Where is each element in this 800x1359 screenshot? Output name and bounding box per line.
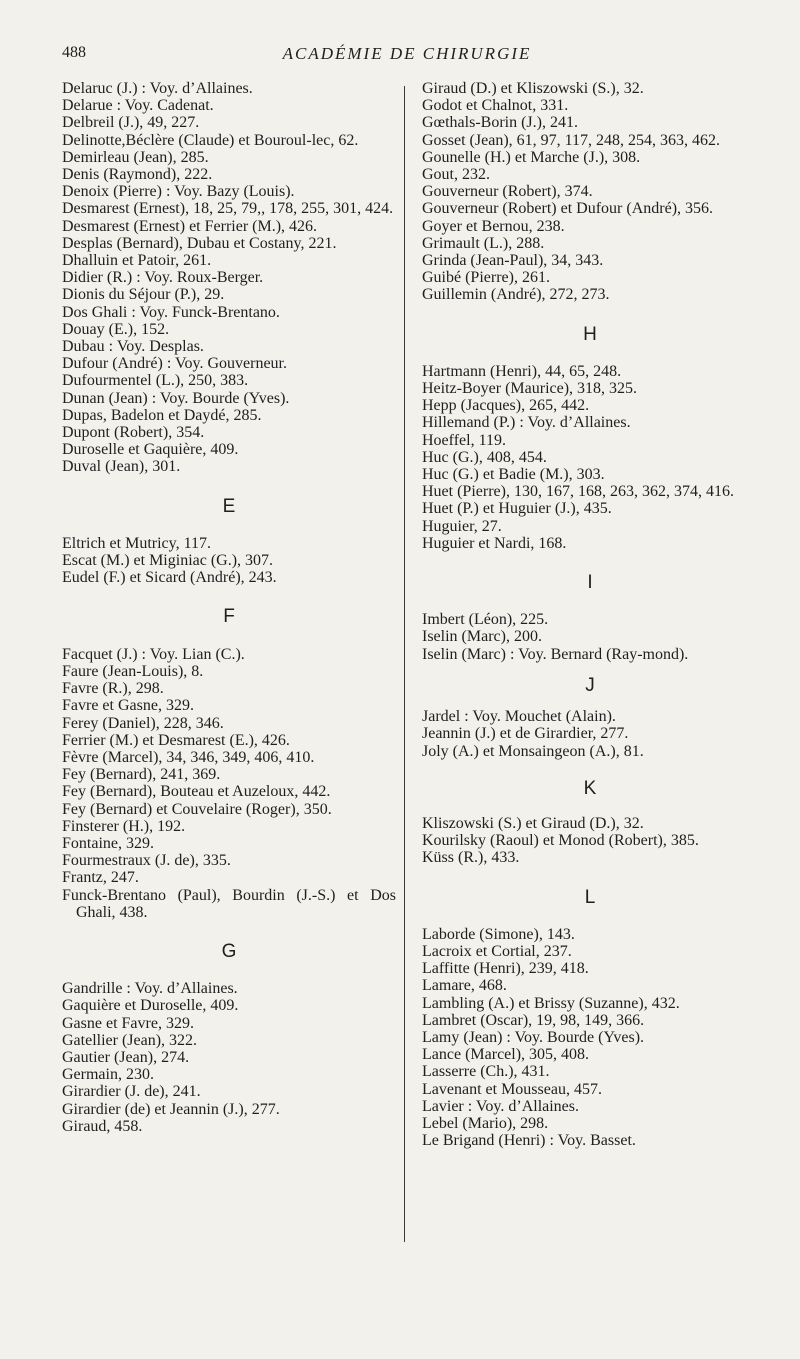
index-entry: Lavenant et Mousseau, 457.	[422, 1080, 602, 1098]
section-letter-j: J	[585, 674, 595, 696]
index-entry: Dunan (Jean) : Voy. Bourde (Yves).	[62, 389, 290, 407]
index-entry: Ferey (Daniel), 228, 346.	[62, 714, 224, 732]
index-entry: Gosset (Jean), 61, 97, 117, 248, 254, 363, 462.	[422, 131, 721, 149]
index-entry: Duval (Jean), 301.	[62, 458, 181, 476]
index-entry: Delarue : Voy. Cadenat.	[62, 97, 214, 115]
index-entry: Gounelle (H.) et Marche (J.), 308.	[422, 148, 641, 166]
index-entry: Fontaine, 329.	[62, 834, 154, 852]
index-entry: Frantz, 247.	[62, 869, 139, 887]
index-entry: Dionis du Séjour (P.), 29.	[62, 286, 225, 304]
page-number: 488	[62, 44, 86, 61]
index-entry: Le Brigand (Henri) : Voy. Basset.	[422, 1132, 636, 1150]
index-group-e	[62, 535, 396, 587]
index-group-k	[422, 815, 758, 867]
index-entry: Girardier (de) et Jeannin (J.), 277.	[62, 1100, 280, 1118]
index-entry: Hillemand (P.) : Voy. d’Allaines.	[422, 414, 631, 432]
index-entry: Fey (Bernard), 241, 369.	[62, 766, 221, 784]
index-entry: Lamy (Jean) : Voy. Bourde (Yves).	[422, 1028, 645, 1046]
index-group-g-cont	[422, 80, 758, 304]
index-entry: Iselin (Marc), 200.	[422, 628, 542, 646]
index-entry: Facquet (J.) : Voy. Lian (C.).	[62, 645, 245, 663]
index-entry: Guillemin (André), 272, 273.	[422, 286, 610, 304]
index-entry: Faure (Jean-Louis), 8.	[62, 662, 204, 680]
index-entry: Denis (Raymond), 222.	[62, 166, 213, 184]
index-entry: Dos Ghali : Voy. Funck-Brentano.	[62, 303, 280, 321]
section-letter-l: L	[584, 886, 596, 908]
running-title: ACADÉMIE DE CHIRURGIE	[282, 44, 532, 63]
index-entry: Denoix (Pierre) : Voy. Bazy (Louis).	[62, 183, 295, 201]
index-entry: Delaruc (J.) : Voy. d’Allaines.	[62, 80, 253, 97]
index-entry: Ferrier (M.) et Desmarest (E.), 426.	[62, 731, 290, 749]
section-letter-e: E	[222, 495, 236, 517]
index-entry: Guibé (Pierre), 261.	[422, 269, 550, 287]
index-entry: Eltrich et Mutricy, 117.	[62, 534, 211, 552]
index-entry: Gaquière et Duroselle, 409.	[62, 997, 239, 1015]
index-entry: Huc (G.) et Badie (M.), 303.	[422, 466, 605, 484]
section-letter-f: F	[223, 606, 235, 628]
index-entry: Demirleau (Jean), 285.	[62, 148, 209, 166]
left-column	[62, 80, 396, 1135]
index-entry: Desmarest (Ernest), 18, 25, 79,, 178, 255, 301, 424.	[62, 200, 394, 218]
index-entry: Kourilsky (Raoul) et Monod (Robert), 385.	[422, 832, 699, 850]
index-entry: Lacroix et Cortial, 237.	[422, 942, 572, 960]
index-entry: Joly (A.) et Monsaingeon (A.), 81.	[422, 742, 644, 760]
index-entry: Desmarest (Ernest) et Ferrier (M.), 426.	[62, 217, 318, 235]
index-group-f	[62, 646, 396, 921]
index-entry: Imbert (Léon), 225.	[422, 611, 549, 629]
index-entry: Funck-Brentano (Paul), Bourdin (J.-S.) et Dos Ghali, 438.	[62, 886, 396, 921]
index-entry: Lebel (Mario), 298.	[422, 1114, 549, 1132]
index-entry: Dhalluin et Patoir, 261.	[62, 252, 212, 270]
index-entry: Kliszowski (S.) et Giraud (D.), 32.	[422, 814, 644, 832]
page-header	[62, 44, 752, 66]
section-letter-k: K	[583, 777, 597, 799]
index-entry: Desplas (Bernard), Dubau et Costany, 221.	[62, 234, 337, 252]
index-group-j	[422, 708, 758, 760]
index-entry: Gautier (Jean), 274.	[62, 1048, 190, 1066]
index-entry: Huet (Pierre), 130, 167, 168, 263, 362, 374, 416.	[422, 483, 734, 501]
index-entry: Iselin (Marc) : Voy. Bernard (Ray-mond).	[422, 645, 689, 663]
index-entry: Küss (R.), 433.	[422, 849, 520, 867]
index-entry: Grimault (L.), 288.	[422, 234, 545, 252]
index-entry: Huguier, 27.	[422, 517, 502, 535]
column-divider	[404, 86, 405, 1242]
index-entry: Giraud (D.) et Kliszowski (S.), 32.	[422, 80, 644, 97]
index-entry: Fèvre (Marcel), 34, 346, 349, 406, 410.	[62, 748, 315, 766]
index-entry: Germain, 230.	[62, 1066, 154, 1084]
index-entry: Grinda (Jean-Paul), 34, 343.	[422, 252, 604, 270]
index-entry: Hartmann (Henri), 44, 65, 248.	[422, 362, 622, 380]
index-entry: Lavier : Voy. d’Allaines.	[422, 1097, 580, 1115]
index-entry: Gasne et Favre, 329.	[62, 1014, 194, 1032]
index-entry: Gandrille : Voy. d’Allaines.	[62, 980, 238, 998]
index-entry: Lamare, 468.	[422, 977, 507, 995]
index-entry: Gatellier (Jean), 322.	[62, 1031, 198, 1049]
index-group-d	[62, 80, 396, 476]
index-entry: Laborde (Simone), 143.	[422, 925, 575, 943]
right-column	[422, 80, 758, 1149]
index-entry: Dufourmentel (L.), 250, 383.	[62, 372, 249, 390]
index-group-i	[422, 611, 758, 663]
index-entry: Gouverneur (Robert) et Dufour (André), 356.	[422, 200, 714, 218]
index-entry: Lambling (A.) et Brissy (Suzanne), 432.	[422, 994, 680, 1012]
index-entry: Favre et Gasne, 329.	[62, 697, 194, 715]
index-entry: Duroselle et Gaquière, 409.	[62, 441, 239, 459]
index-entry: Giraud, 458.	[62, 1117, 143, 1135]
index-entry: Dufour (André) : Voy. Gouverneur.	[62, 355, 287, 373]
index-entry: Goyer et Bernou, 238.	[422, 217, 565, 235]
index-entry: Laffitte (Henri), 239, 418.	[422, 960, 589, 978]
index-entry: Delinotte,Béclère (Claude) et Bouroul-lec, 62.	[62, 131, 359, 149]
index-group-g	[62, 980, 396, 1135]
index-entry: Heitz-Boyer (Maurice), 318, 325.	[422, 380, 638, 398]
section-letter-i: I	[587, 572, 593, 594]
index-entry: Fey (Bernard), Bouteau et Auzeloux, 442.	[62, 783, 331, 801]
index-entry: Lance (Marcel), 305, 408.	[422, 1046, 590, 1064]
index-entry: Dupont (Robert), 354.	[62, 424, 205, 442]
index-entry: Jardel : Voy. Mouchet (Alain).	[422, 708, 616, 726]
index-entry: Delbreil (J.), 49, 227.	[62, 114, 200, 132]
index-entry: Eudel (F.) et Sicard (André), 243.	[62, 569, 277, 587]
index-entry: Gœthals-Borin (J.), 241.	[422, 114, 578, 132]
index-group-l	[422, 926, 758, 1150]
index-entry: Lambret (Oscar), 19, 98, 149, 366.	[422, 1011, 645, 1029]
index-entry: Godot et Chalnot, 331.	[422, 97, 569, 115]
index-entry: Jeannin (J.) et de Girardier, 277.	[422, 725, 629, 743]
section-letter-h: H	[583, 323, 597, 345]
section-letter-g: G	[221, 940, 237, 962]
index-entry: Didier (R.) : Voy. Roux-Berger.	[62, 269, 264, 287]
index-entry: Douay (E.), 152.	[62, 320, 170, 338]
index-entry: Escat (M.) et Miginiac (G.), 307.	[62, 552, 274, 570]
index-entry: Fey (Bernard) et Couvelaire (Roger), 350.	[62, 800, 332, 818]
index-entry: Dupas, Badelon et Daydé, 285.	[62, 406, 262, 424]
index-entry: Lasserre (Ch.), 431.	[422, 1063, 550, 1081]
index-entry: Huguier et Nardi, 168.	[422, 534, 567, 552]
index-entry: Fourmestraux (J. de), 335.	[62, 852, 231, 870]
index-entry: Hoeffel, 119.	[422, 431, 506, 449]
index-entry: Huet (P.) et Huguier (J.), 435.	[422, 500, 612, 518]
index-entry: Gouverneur (Robert), 374.	[422, 183, 593, 201]
index-entry: Huc (G.), 408, 454.	[422, 448, 547, 466]
index-entry: Dubau : Voy. Desplas.	[62, 338, 204, 356]
index-entry: Gout, 232.	[422, 166, 490, 184]
index-group-h	[422, 363, 758, 552]
index-entry: Hepp (Jacques), 265, 442.	[422, 397, 590, 415]
index-entry: Girardier (J. de), 241.	[62, 1083, 201, 1101]
index-entry: Finsterer (H.), 192.	[62, 817, 186, 835]
index-entry: Favre (R.), 298.	[62, 680, 164, 698]
